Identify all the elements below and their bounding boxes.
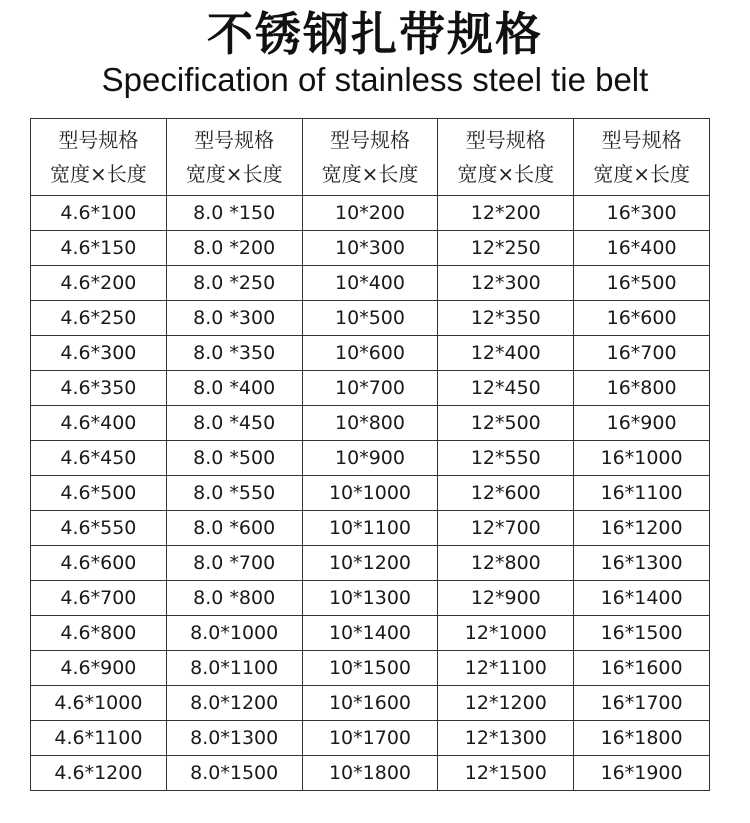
- table-cell: 16*700: [574, 336, 710, 371]
- column-header-model-label: 型号规格: [601, 128, 682, 152]
- table-cell: 10*900: [302, 441, 438, 476]
- table-cell: 4.6*150: [31, 231, 167, 266]
- table-cell: 10*1600: [302, 686, 438, 721]
- table-cell: 12*1100: [438, 651, 574, 686]
- table-cell: 8.0 *800: [166, 581, 302, 616]
- table-cell: 12*450: [438, 371, 574, 406]
- table-cell: 10*400: [302, 266, 438, 301]
- table-cell: 16*900: [574, 406, 710, 441]
- table-cell: 4.6*450: [31, 441, 167, 476]
- table-cell: 8.0 *450: [166, 406, 302, 441]
- column-header-model-label: 型号规格: [465, 128, 546, 152]
- table-cell: 10*1300: [302, 581, 438, 616]
- table-row: [31, 616, 710, 651]
- table-cell: 12*600: [438, 476, 574, 511]
- table-cell: 16*1700: [574, 686, 710, 721]
- column-header-size-label: 宽度×长度: [185, 162, 283, 186]
- column-header-model-label: 型号规格: [329, 128, 410, 152]
- table-cell: 4.6*100: [31, 196, 167, 231]
- table-cell: 8.0 *300: [166, 301, 302, 336]
- table-cell: 12*1500: [438, 756, 574, 791]
- table-row: [31, 266, 710, 301]
- table-cell: 16*1900: [574, 756, 710, 791]
- table-cell: 16*600: [574, 301, 710, 336]
- table-cell: 8.0*1100: [166, 651, 302, 686]
- table-row: [31, 231, 710, 266]
- table-cell: 4.6*350: [31, 371, 167, 406]
- table-cell: 16*800: [574, 371, 710, 406]
- table-cell: 12*700: [438, 511, 574, 546]
- table-cell: 10*800: [302, 406, 438, 441]
- table-cell: 8.0 *550: [166, 476, 302, 511]
- table-row: [31, 686, 710, 721]
- column-header-size-label: 宽度×长度: [593, 162, 690, 186]
- table-cell: 8.0 *600: [166, 511, 302, 546]
- table-cell: 8.0 *700: [166, 546, 302, 581]
- table-row: [31, 301, 710, 336]
- page-subtitle: Specification of stainless steel tie belt: [101, 61, 649, 98]
- table-cell: 16*1000: [574, 441, 710, 476]
- table-cell: 10*200: [302, 196, 438, 231]
- table-cell: 8.0*1000: [166, 616, 302, 651]
- table-row: [31, 406, 710, 441]
- table-cell: 8.0 *150: [166, 196, 302, 231]
- table-cell: 10*1000: [302, 476, 438, 511]
- table-cell: 4.6*700: [31, 581, 167, 616]
- table-cell: 12*350: [438, 301, 574, 336]
- table-cell: 4.6*200: [31, 266, 167, 301]
- table-cell: 4.6*250: [31, 301, 167, 336]
- spec-table-body: [31, 196, 710, 791]
- table-cell: 16*1300: [574, 546, 710, 581]
- table-cell: 10*1100: [302, 511, 438, 546]
- table-cell: 12*550: [438, 441, 574, 476]
- column-header: [166, 119, 302, 196]
- table-cell: 16*1100: [574, 476, 710, 511]
- table-cell: 16*1200: [574, 511, 710, 546]
- table-cell: 8.0*1200: [166, 686, 302, 721]
- table-cell: 16*500: [574, 266, 710, 301]
- table-cell: 16*1600: [574, 651, 710, 686]
- table-row: [31, 546, 710, 581]
- spec-table-header: [31, 119, 710, 196]
- table-cell: 10*1500: [302, 651, 438, 686]
- column-header-size-label: 宽度×长度: [457, 162, 555, 186]
- table-cell: 12*1000: [438, 616, 574, 651]
- table-cell: 16*300: [574, 196, 710, 231]
- table-cell: 10*1700: [302, 721, 438, 756]
- table-cell: 4.6*500: [31, 476, 167, 511]
- table-cell: 8.0 *250: [166, 266, 302, 301]
- table-cell: 8.0*1500: [166, 756, 302, 791]
- column-header: [438, 119, 574, 196]
- column-header: [302, 119, 438, 196]
- table-cell: 8.0 *200: [166, 231, 302, 266]
- table-cell: 12*900: [438, 581, 574, 616]
- table-cell: 12*400: [438, 336, 574, 371]
- table-cell: 10*1800: [302, 756, 438, 791]
- table-cell: 10*1400: [302, 616, 438, 651]
- table-cell: 12*1300: [438, 721, 574, 756]
- table-cell: 16*1500: [574, 616, 710, 651]
- column-header-model-label: 型号规格: [194, 128, 275, 152]
- column-header-model-label: 型号规格: [58, 128, 139, 152]
- table-row: [31, 441, 710, 476]
- column-header-size-label: 宽度×长度: [321, 162, 419, 186]
- table-cell: 10*700: [302, 371, 438, 406]
- table-cell: 16*400: [574, 231, 710, 266]
- table-cell: 12*500: [438, 406, 574, 441]
- table-row: [31, 476, 710, 511]
- table-cell: 10*1200: [302, 546, 438, 581]
- table-cell: 12*300: [438, 266, 574, 301]
- table-row: [31, 721, 710, 756]
- table-cell: 4.6*300: [31, 336, 167, 371]
- table-cell: 10*600: [302, 336, 438, 371]
- spec-table: [30, 118, 710, 791]
- table-cell: 4.6*550: [31, 511, 167, 546]
- table-cell: 16*1400: [574, 581, 710, 616]
- table-row: [31, 756, 710, 791]
- table-cell: 16*1800: [574, 721, 710, 756]
- column-header: [574, 119, 710, 196]
- table-cell: 10*300: [302, 231, 438, 266]
- table-cell: 8.0*1300: [166, 721, 302, 756]
- table-cell: 12*200: [438, 196, 574, 231]
- table-cell: 8.0 *500: [166, 441, 302, 476]
- page-title: 不锈钢扎带规格: [207, 7, 543, 61]
- table-cell: 10*500: [302, 301, 438, 336]
- table-row: [31, 511, 710, 546]
- header-row: [31, 119, 710, 196]
- column-header: [31, 119, 167, 196]
- column-header-size-label: 宽度×长度: [50, 162, 147, 186]
- table-cell: 4.6*1000: [31, 686, 167, 721]
- table-cell: 4.6*400: [31, 406, 167, 441]
- table-cell: 12*1200: [438, 686, 574, 721]
- table-cell: 8.0 *350: [166, 336, 302, 371]
- table-cell: 4.6*600: [31, 546, 167, 581]
- table-cell: 8.0 *400: [166, 371, 302, 406]
- table-cell: 12*250: [438, 231, 574, 266]
- table-row: [31, 196, 710, 231]
- table-row: [31, 581, 710, 616]
- table-cell: 4.6*900: [31, 651, 167, 686]
- table-cell: 12*800: [438, 546, 574, 581]
- table-row: [31, 651, 710, 686]
- table-cell: 4.6*1200: [31, 756, 167, 791]
- table-row: [31, 336, 710, 371]
- table-cell: 4.6*1100: [31, 721, 167, 756]
- table-cell: 4.6*800: [31, 616, 167, 651]
- table-row: [31, 371, 710, 406]
